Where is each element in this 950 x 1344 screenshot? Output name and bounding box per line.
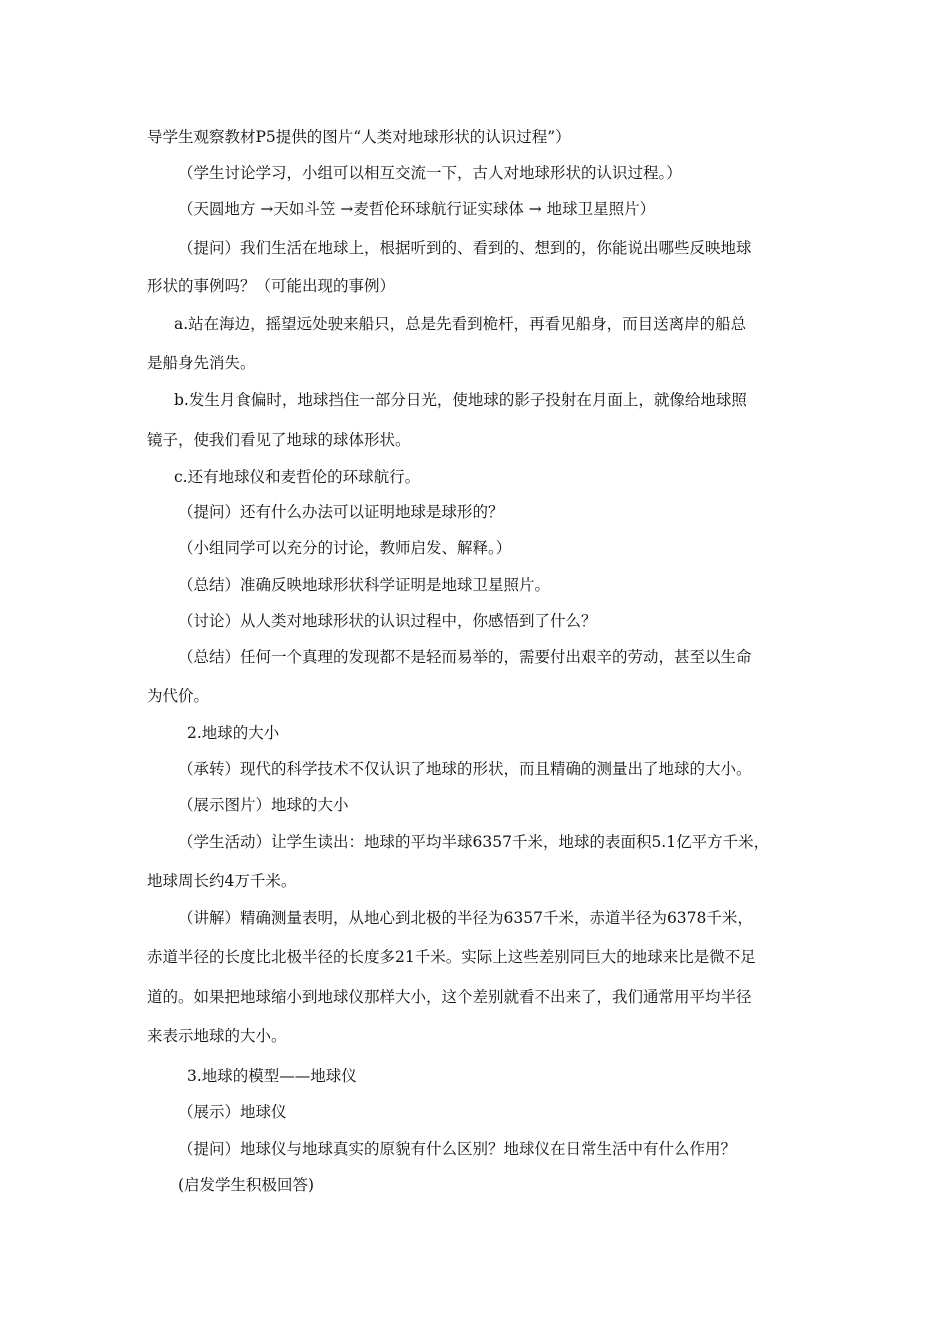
text-line: （讨论）从人类对地球形状的认识过程中，你感悟到了什么？ bbox=[178, 612, 597, 630]
text-line: c.还有地球仪和麦哲伦的环球航行。 bbox=[174, 468, 421, 486]
text-line: （讲解）精确测量表明，从地心到北极的半径为6357千米，赤道半径为6378千米， bbox=[178, 909, 753, 927]
text-line: （小组同学可以充分的讨论，教师启发、解释。） bbox=[178, 539, 512, 557]
text-line: （承转）现代的科学技术不仅认识了地球的形状，而且精确的测量出了地球的大小。 bbox=[178, 760, 752, 778]
text-line: 形状的事例吗？（可能出现的事例） bbox=[147, 277, 396, 295]
text-line: （提问）我们生活在地球上，根据听到的、看到的、想到的，你能说出哪些反映地球 bbox=[178, 239, 752, 257]
section-heading: 3.地球的模型——地球仪 bbox=[187, 1067, 357, 1085]
text-line: 为代价。 bbox=[147, 687, 210, 705]
text-line: 赤道半径的长度比北极半径的长度多21千米。实际上这些差别同巨大的地球来比是微不足 bbox=[147, 948, 756, 966]
text-line: （提问）还有什么办法可以证明地球是球形的？ bbox=[178, 503, 504, 521]
text-line: b.发生月食偏时，地球挡住一部分日光，使地球的影子投射在月面上，就像给地球照 bbox=[174, 391, 747, 409]
text-line: a.站在海边，摇望远处驶来船只，总是先看到桅杆，再看见船身，而目送离岸的船总 bbox=[174, 315, 747, 333]
text-line: （总结）任何一个真理的发现都不是轻而易举的，需要付出艰辛的劳动，甚至以生命 bbox=[178, 648, 752, 666]
text-line: （学生讨论学习，小组可以相互交流一下，古人对地球形状的认识过程。） bbox=[178, 164, 682, 182]
text-line: 地球周长约4万千米。 bbox=[147, 872, 297, 890]
text-line: (启发学生积极回答) bbox=[178, 1176, 315, 1194]
text-line: 道的。如果把地球缩小到地球仪那样大小，这个差别就看不出来了，我们通常用平均半径 bbox=[147, 988, 752, 1006]
text-line: （展示）地球仪 bbox=[178, 1103, 287, 1121]
text-line: （总结）准确反映地球形状科学证明是地球卫星照片。 bbox=[178, 576, 551, 594]
text-line: （展示图片）地球的大小 bbox=[178, 796, 349, 814]
text-line: 镜子，使我们看见了地球的球体形状。 bbox=[147, 431, 411, 449]
section-heading: 2.地球的大小 bbox=[187, 724, 280, 742]
text-line: 导学生观察教材P5提供的图片“人类对地球形状的认识过程”） bbox=[147, 128, 571, 146]
text-line: 来表示地球的大小。 bbox=[147, 1027, 287, 1045]
text-line: （提问）地球仪与地球真实的原貌有什么区别？地球仪在日常生活中有什么作用？ bbox=[178, 1140, 737, 1158]
text-line: （学生活动）让学生读出：地球的平均半球6357千米，地球的表面积5.1亿平方千米， bbox=[178, 833, 770, 851]
text-line: （天圆地方 →天如斗笠 →麦哲伦环球航行证实球体 → 地球卫星照片） bbox=[178, 200, 656, 218]
text-line: 是船身先消失。 bbox=[147, 354, 256, 372]
